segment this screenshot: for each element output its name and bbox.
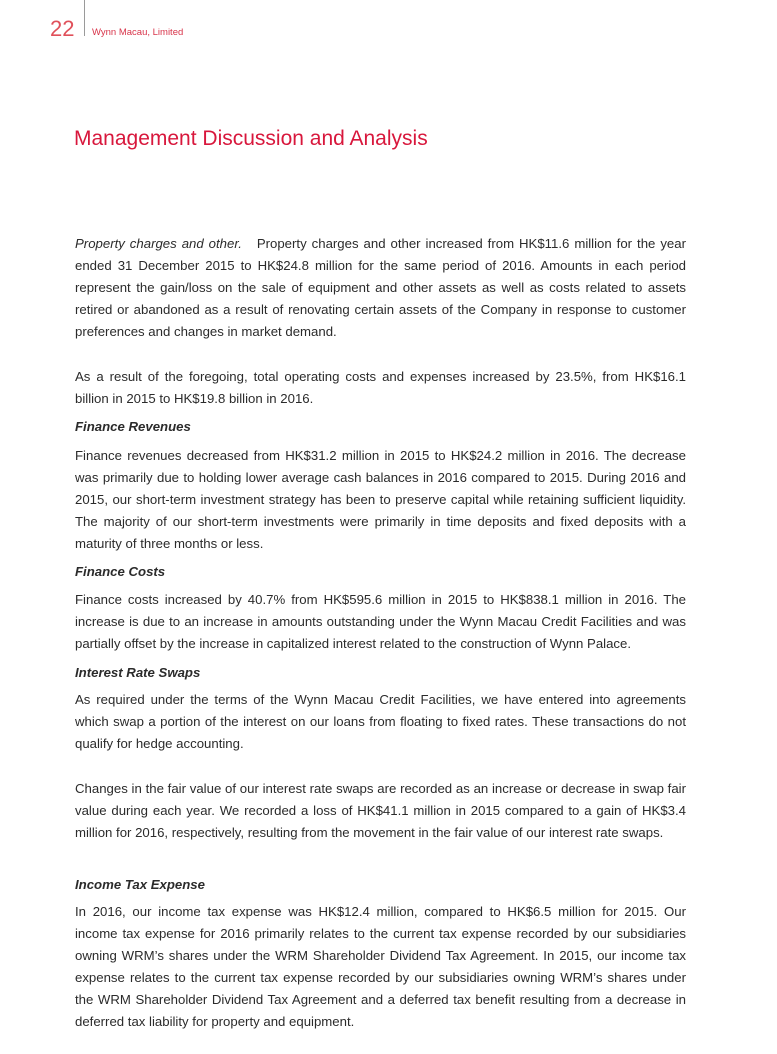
total-costs-paragraph: As a result of the foregoing, total operating costs and expenses increased by 23.5%, from HK$16.1 billion in 2015 to HK$19.8 billion in 2016. [75, 369, 686, 406]
income-tax-paragraph: In 2016, our income tax expense was HK$12.4 million, compared to HK$6.5 million for 2015. Our income tax expense for 2016 primarily relates to the current tax expense recorded by our subsidiaries owning WRM’s shares under the WRM Shareholder Dividend Tax Agreement. In 2015, our income tax expense relates to the current tax expense recorded by our subsidiaries owning WRM’s shares under the WRM Shareholder Dividend Tax Agreement and a deferred tax benefit resulting from a decrease in deferred tax liability for property and equipment. [75, 904, 686, 1029]
finance-revenues-heading: Finance Revenues [75, 419, 191, 434]
finance-costs-heading: Finance Costs [75, 564, 166, 579]
income-tax-heading: Income Tax Expense [75, 877, 205, 892]
header-divider [84, 0, 85, 36]
property-charges-paragraph [75, 233, 686, 343]
finance-revenues-paragraph: Finance revenues decreased from HK$31.2 million in 2015 to HK$24.2 million in 2016. The decrease was primarily due to holding lower average cash balances in 2016 compared to 2015. During 2016 and 2015, our short-term investment strategy has been to preserve capital while retaining sufficient liquidity. The majority of our short-term investments were primarily in time deposits and fixed deposits with a maturity of three months or less. [75, 448, 686, 551]
company-name: Wynn Macau, Limited [92, 27, 184, 38]
property-charges-text: Property charges and other increased from HK$11.6 million for the year ended 31 December 2015 to HK$24.8 million for the same period of 2016. Amounts in each period represent the gain/loss on the sale of equipment and other assets as well as costs related to assets retired or abandoned as a result of renovating certain assets of the Company in response to customer preferences and changes in market demand. [75, 236, 686, 339]
interest-rate-swaps-paragraph-1: As required under the terms of the Wynn Macau Credit Facilities, we have entered into agreements which swap a portion of the interest on our loans from floating to fixed rates. These transactions do not qualify for hedge accounting. [75, 692, 686, 751]
page-title: Management Discussion and Analysis [74, 127, 428, 150]
interest-rate-swaps-heading: Interest Rate Swaps [75, 665, 201, 680]
page-number: 22 [50, 16, 75, 41]
interest-rate-swaps-paragraph-2: Changes in the fair value of our interest rate swaps are recorded as an increase or decrease in swap fair value during each year. We recorded a loss of HK$41.1 million in 2015 compared to a gain of HK$3.4 million for 2016, respectively, resulting from the movement in the fair value of our interest rate swaps. [75, 781, 686, 840]
property-charges-lead: Property charges and other. [75, 236, 242, 251]
finance-costs-paragraph: Finance costs increased by 40.7% from HK$595.6 million in 2015 to HK$838.1 million in 2016. The increase is due to an increase in amounts outstanding under the Wynn Macau Credit Facilities and was partially offset by the increase in capitalized interest related to the construction of Wynn Palace. [75, 592, 686, 651]
